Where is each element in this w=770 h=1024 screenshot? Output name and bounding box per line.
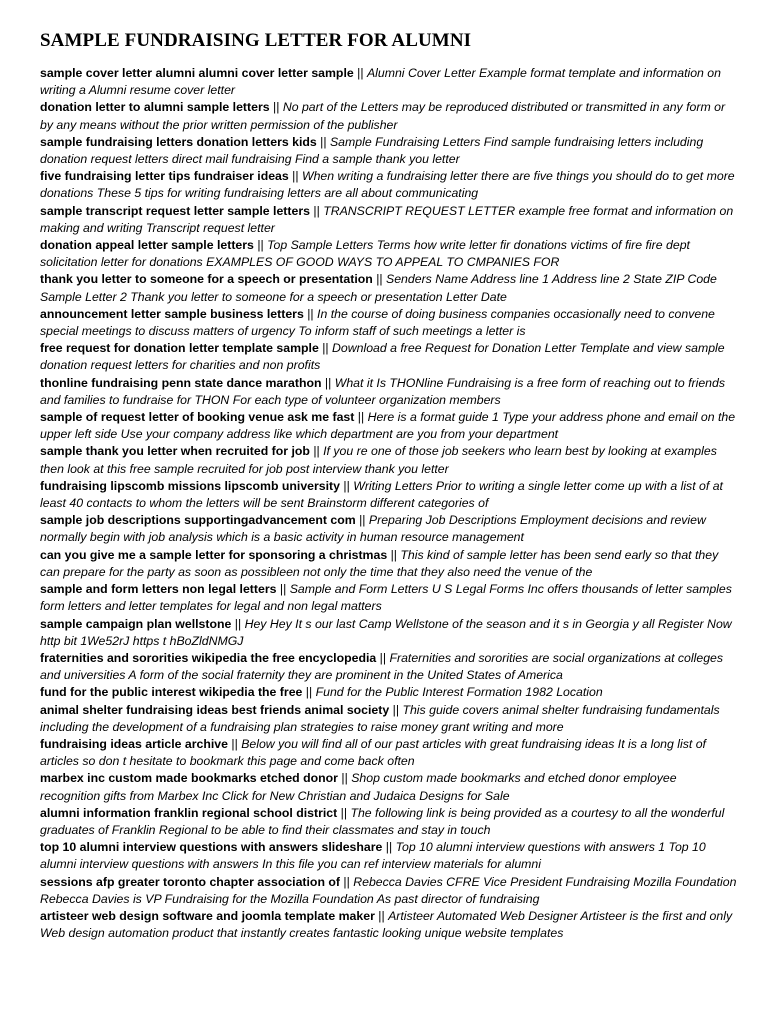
entry-description: No part of the Letters may be reproduced distributed or transmitted in any form or by any means without the prior written permission of the publisher bbox=[40, 100, 726, 132]
entry-separator: || bbox=[343, 874, 350, 889]
entry-item bbox=[40, 805, 740, 839]
entry-heading: sample thank you letter when recruited for job bbox=[40, 444, 310, 459]
entry-separator: || bbox=[340, 805, 348, 820]
entry-description: Alumni Cover Letter Example format template and information on writing a Alumni resume cover letter bbox=[40, 66, 721, 98]
entry-heading: fundraising lipscomb missions lipscomb university bbox=[40, 478, 340, 493]
entry-item bbox=[40, 547, 740, 581]
entry-heading: sample cover letter alumni alumni cover letter sample bbox=[40, 66, 354, 80]
entry-item bbox=[40, 684, 740, 701]
entry-item bbox=[40, 874, 740, 908]
entry-separator: || bbox=[378, 908, 385, 923]
entry-item bbox=[40, 839, 740, 873]
entry-heading: sample of request letter of booking venue ask me fast bbox=[40, 410, 355, 425]
entry-item bbox=[40, 168, 740, 202]
entry-separator: || bbox=[341, 771, 348, 786]
page-title: SAMPLE FUNDRAISING LETTER FOR ALUMNI bbox=[40, 30, 472, 51]
entry-description: This guide covers animal shelter fundraising fundamentals including the development of a fundraising plan strategies to raise money grant writing and more bbox=[40, 702, 720, 734]
entry-list bbox=[40, 65, 740, 942]
entry-heading: thonline fundraising penn state dance marathon bbox=[40, 375, 322, 390]
entry-separator: || bbox=[357, 66, 364, 80]
entry-separator: || bbox=[320, 134, 327, 149]
entry-heading: free request for donation letter template sample bbox=[40, 341, 319, 356]
entry-item bbox=[40, 65, 740, 99]
entry-separator: || bbox=[359, 513, 366, 528]
entry-item bbox=[40, 581, 740, 615]
entry-description: Top 10 alumni interview questions with answers 1 Top 10 alumni interview questions with answers In this file you can ref interview materials for alumni bbox=[40, 840, 706, 872]
entry-item bbox=[40, 271, 740, 305]
entry-description: When writing a fundraising letter there are five things you should do to get more donations These 5 tips for writing fundraising letters are all about communicating bbox=[40, 169, 735, 201]
entry-separator: || bbox=[343, 478, 350, 493]
entry-description: Hey Hey It s our last Camp Wellstone of the season and it s in Georgia y all Register Now http bit 1We52rJ https t hBoZldNMGJ bbox=[40, 616, 732, 648]
entry-heading: thank you letter to someone for a speech or presentation bbox=[40, 272, 373, 287]
entry-description: In the course of doing business companies occasionally need to convene special meetings to discuss matters of urgency To inform staff of such meetings a letter is bbox=[40, 306, 715, 339]
entry-description: Here is a format guide 1 Type your address phone and email on the upper left side Use your company address like which department are you from your department bbox=[40, 410, 736, 442]
entry-heading: sessions afp greater toronto chapter association of bbox=[40, 874, 340, 889]
entry-separator: || bbox=[292, 169, 299, 184]
entry-separator: || bbox=[390, 547, 397, 562]
entry-description: If you re one of those job seekers who learn best by looking at examples then look at this free sample recruited for job post interview thank you letter bbox=[40, 444, 717, 476]
entry-heading: sample campaign plan wellstone bbox=[40, 616, 232, 631]
entry-description: Fraternities and sororities are social organizations at colleges and universities A form of the social fraternity they are prominent in the United States of America bbox=[40, 650, 724, 683]
entry-item bbox=[40, 375, 740, 409]
entry-separator: || bbox=[376, 272, 383, 287]
entry-description: Writing Letters Prior to writing a single letter come up with a list of at least 40 contacts to whom the letters will be sent Brainstorm different categories of bbox=[40, 478, 723, 511]
entry-item bbox=[40, 203, 740, 237]
entry-heading: alumni information franklin regional school district bbox=[40, 805, 338, 820]
entry-item bbox=[40, 134, 740, 168]
entry-heading: five fundraising letter tips fundraiser ideas bbox=[40, 169, 289, 184]
entry-heading: marbex inc custom made bookmarks etched donor bbox=[40, 771, 338, 786]
entry-heading: fraternities and sororities wikipedia the free encyclopedia bbox=[40, 650, 377, 665]
entry-heading: donation letter to alumni sample letters bbox=[40, 100, 270, 115]
entry-heading: fundraising ideas article archive bbox=[40, 736, 228, 751]
entry-separator: || bbox=[234, 616, 242, 631]
entry-separator: || bbox=[279, 582, 287, 597]
entry-item bbox=[40, 908, 740, 942]
entry-separator: || bbox=[379, 650, 387, 665]
entry-item bbox=[40, 650, 740, 684]
entry-heading: sample job descriptions supportingadvancement com bbox=[40, 513, 356, 528]
entry-separator: || bbox=[307, 306, 314, 321]
entry-separator: || bbox=[313, 203, 320, 218]
entry-description: Below you will find all of our past articles with great fundraising ideas It is a long list of articles so don t hesitate to bookmark this page and come back often bbox=[40, 736, 706, 769]
document-page bbox=[40, 30, 740, 942]
entry-separator: || bbox=[305, 685, 313, 700]
entry-description: Fund for the Public Interest Formation 1982 Location bbox=[315, 685, 603, 700]
entry-separator: || bbox=[392, 702, 400, 717]
entry-separator: || bbox=[357, 410, 365, 425]
entry-separator: || bbox=[324, 375, 332, 390]
entry-separator: || bbox=[231, 736, 238, 751]
entry-heading: donation appeal letter sample letters bbox=[40, 238, 254, 253]
entry-item bbox=[40, 702, 740, 736]
entry-item bbox=[40, 478, 740, 512]
entry-heading: top 10 alumni interview questions with answers slideshare bbox=[40, 840, 383, 855]
entry-item bbox=[40, 616, 740, 650]
entry-item bbox=[40, 99, 740, 133]
entry-heading: sample fundraising letters donation letters kids bbox=[40, 134, 317, 149]
entry-separator: || bbox=[273, 100, 280, 115]
entry-item bbox=[40, 736, 740, 770]
entry-description: Senders Name Address line 1 Address line 2 State ZIP Code Sample Letter 2 Thank you letter to someone for a speech or presentation Letter Date bbox=[40, 272, 717, 304]
entry-item bbox=[40, 306, 740, 340]
entry-item bbox=[40, 237, 740, 271]
entry-heading: announcement letter sample business letters bbox=[40, 306, 304, 321]
entry-description: Shop custom made bookmarks and etched donor employee recognition gifts from Marbex Inc Click for New Christian and Judaica Designs for Sale bbox=[40, 771, 677, 803]
entry-heading: sample transcript request letter sample letters bbox=[40, 203, 310, 218]
entry-heading: animal shelter fundraising ideas best friends animal society bbox=[40, 702, 390, 717]
entry-description: TRANSCRIPT REQUEST LETTER example free format and information on making and writing Transcript request letter bbox=[40, 203, 734, 235]
entry-description: Sample Fundraising Letters Find sample fundraising letters including donation request letters direct mail fundraising Find a sample thank you letter bbox=[40, 134, 704, 167]
entry-heading: sample and form letters non legal letters bbox=[40, 582, 277, 597]
entry-description: Rebecca Davies CFRE Vice President Fundraising Mozilla Foundation Rebecca Davies is VP Fundraising for the Mozilla Foundation As past director of fundraising bbox=[40, 874, 737, 906]
entry-item bbox=[40, 512, 740, 546]
entry-description: Sample and Form Letters U S Legal Forms Inc offers thousands of letter samples form letters and letter templates for legal and non legal matters bbox=[40, 582, 732, 614]
entry-description: Top Sample Letters Terms how write letter fir donations victims of fire fire dept solicitation letter for donations EXAMPLES OF GOOD WAYS TO APPEAL TO CMPANIES FOR bbox=[40, 238, 690, 270]
entry-description: Download a free Request for Donation Letter Template and view sample donation request letters for charities and non profits bbox=[40, 341, 725, 373]
entry-heading: fund for the public interest wikipedia the free bbox=[40, 685, 303, 700]
entry-heading: artisteer web design software and joomla template maker bbox=[40, 908, 375, 923]
entry-description: Preparing Job Descriptions Employment decisions and review normally begin with job analysis which is a basic activity in human resource management bbox=[40, 513, 706, 545]
entry-separator: || bbox=[322, 341, 329, 356]
entry-description: What it Is THONline Fundraising is a free form of reaching out to friends and families to fundraise for THON For each type of volunteer organization members bbox=[40, 375, 725, 407]
entry-description: The following link is being provided as a courtesy to all the wonderful graduates of Franklin Regional to be able to find their classmates and stay in touch bbox=[40, 805, 725, 837]
entry-description: Artisteer Automated Web Designer Artisteer is the first and only Web design automation product that instantly creates fantastic looking unique website templates bbox=[40, 908, 733, 941]
entry-heading: can you give me a sample letter for sponsoring a christmas bbox=[40, 547, 388, 562]
entry-item bbox=[40, 770, 740, 804]
entry-description: This kind of sample letter has been send early so that they can prepare for the party as soon as possibleen not only the time that they also need the venue of the bbox=[40, 547, 719, 579]
entry-separator: || bbox=[313, 444, 320, 459]
entry-item bbox=[40, 443, 740, 477]
entry-item bbox=[40, 340, 740, 374]
entry-separator: || bbox=[257, 238, 264, 253]
entry-separator: || bbox=[385, 840, 393, 855]
entry-item bbox=[40, 409, 740, 443]
